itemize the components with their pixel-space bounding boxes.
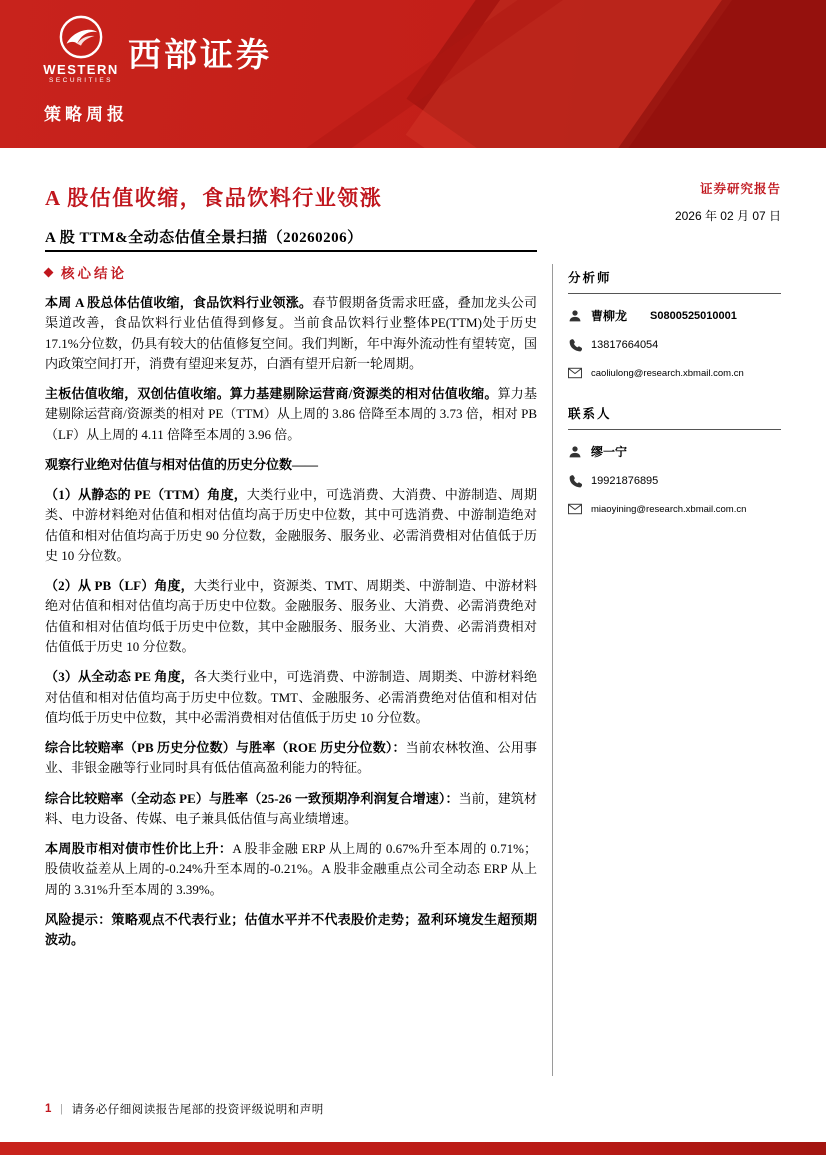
contact-name: 缪一宁 <box>591 445 628 459</box>
brand-name-cn: 西部证券 <box>128 38 272 74</box>
report-meta <box>675 179 781 224</box>
core-paragraph <box>45 738 537 779</box>
bottom-red-strip <box>0 1142 826 1155</box>
analyst-phone-row <box>568 338 781 352</box>
paragraph-text: 算力基建剔除运营商/资源类的相对 PE（TTM）从上周的 3.86 倍降至本周的 3.73 倍，相对 PB（LF）从上周的 4.11 倍降至本周的 3.96 倍。 <box>45 386 537 442</box>
person-icon <box>568 309 582 323</box>
paragraph-bold: （1）从静态的 PE（TTM）角度， <box>45 487 247 503</box>
paragraph-bold: 主板估值收缩，双创估值收缩。算力基建剔除运营商/资源类的相对估值收缩。 <box>45 386 498 402</box>
western-securities-emblem-icon <box>58 14 104 60</box>
core-conclusion-label: 核心结论 <box>61 266 127 281</box>
paragraph-bold: 本周股市相对债市性价比上升： <box>45 841 233 857</box>
column-divider <box>552 264 553 1076</box>
core-paragraph <box>45 485 537 566</box>
paragraph-bold: 本周 A 股总体估值收缩，食品饮料行业领涨。 <box>45 295 313 310</box>
core-paragraph <box>45 839 537 900</box>
contact-name-row <box>568 443 781 460</box>
paragraph-text: 当前农林牧渔、公用事业、非银金融等行业同时具有低估值高盈利能力的特征。 <box>45 740 537 776</box>
sidebar <box>568 268 781 530</box>
paragraph-bold: 综合比较赔率（全动态 PE）与胜率（25-26 一致预期净利润复合增速）： <box>45 790 459 806</box>
brand-logo <box>42 14 272 84</box>
footer-disclaimer: 请务必仔细阅读报告尾部的投资评级说明和声明 <box>71 1104 324 1116</box>
paragraph-text: 当前，建筑材料、电力设备、传媒、电子兼具低估值与高业绩增速。 <box>45 790 537 826</box>
paragraph-bold: （2）从 PB（LF）角度， <box>45 578 194 594</box>
analyst-name: 曹柳龙 <box>591 309 628 323</box>
paragraph-bold: （3）从全动态 PE 角度， <box>45 669 194 685</box>
contact-email-row <box>568 502 781 516</box>
paragraph-text: A 股非金融 ERP 从上周的 0.67%升至本周的 0.71%；股债收益差从上周的-0.24%升至本周的-0.21%。A 股非金融重点公司全动态 ERP 从上周的 3.31%升至本周的 3.39%。 <box>45 841 537 897</box>
email-icon <box>568 502 582 516</box>
paragraph-text: 各大类行业中，可选消费、中游制造、周期类、中游材料绝对估值和相对估值均高于历史中位数。TMT、金融服务、必需消费绝对估值和相对估值均低于历史中位数，其中必需消费相对估值低于历史 10 分位数。 <box>45 669 537 725</box>
core-paragraph <box>45 293 537 374</box>
analyst-name-row <box>568 307 781 324</box>
brand-name-en: WESTERN <box>43 62 119 77</box>
analyst-email-row <box>568 366 781 380</box>
core-paragraph <box>45 667 537 728</box>
report-date: 2026 年 02 月 07 日 <box>674 209 781 223</box>
core-paragraph <box>45 910 537 951</box>
header-banner <box>0 0 826 148</box>
phone-icon <box>568 474 582 488</box>
page-number: 1 <box>45 1103 52 1115</box>
main-column <box>45 262 537 960</box>
diamond-bullet-icon <box>44 267 54 277</box>
page-footer <box>45 1101 324 1117</box>
analyst-license-id: S0800525010001 <box>650 309 737 322</box>
subtitle-rule <box>45 250 537 252</box>
core-paragraph <box>45 384 537 445</box>
report-type-label: 策略周报 <box>44 105 128 124</box>
footer-separator: | <box>60 1103 63 1115</box>
paragraph-text: 大类行业中，可选消费、大消费、中游制造、周期类、中游材料绝对估值和相对估值均高于历史中位数，其中可选消费、中游制造绝对估值和相对估值均高于历史 90 分位数，金融服务、服务业、必需消费相对估值低于历史 10 分位数。 <box>45 487 537 563</box>
core-paragraph <box>45 789 537 830</box>
report-meta-label: 证券研究报告 <box>699 182 781 196</box>
core-paragraph <box>45 455 537 475</box>
core-paragraph <box>45 576 537 657</box>
paragraph-bold: 观察行业绝对估值与相对估值的历史分位数—— <box>45 456 319 472</box>
phone-icon <box>568 338 582 352</box>
report-subtitle: A 股 TTM&全动态估值全景扫描（20260206） <box>45 230 363 246</box>
paragraph-bold: 综合比较赔率（PB 历史分位数）与胜率（ROE 历史分位数）： <box>45 740 406 756</box>
paragraph-text: 大类行业中，资源类、TMT、周期类、中游制造、中游材料绝对估值和相对估值均高于历史中位数。金融服务、服务业、大消费、必需消费绝对估值和相对估值均低于历史中位数，其中金融服务、服务业、大消费、必需消费相对估值低于历史 10 分位数。 <box>45 578 537 654</box>
contact-section-heading: 联系人 <box>568 404 781 430</box>
email-icon <box>568 366 582 380</box>
analyst-email: caoliulong@research.xbmail.com.cn <box>591 367 744 379</box>
page-title: A 股估值收缩，食品饮料行业领涨 <box>45 186 383 210</box>
brand-name-en-sub: SECURITIES <box>48 77 113 84</box>
analyst-section-heading: 分析师 <box>568 268 781 294</box>
analyst-phone: 13817664054 <box>591 339 659 351</box>
person-icon <box>568 445 582 459</box>
contact-section <box>568 404 781 516</box>
paragraph-text: 春节假期备货需求旺盛，叠加龙头公司渠道改善，食品饮料行业估值得到修复。当前食品饮料行业整体PE(TTM)处于历史 17.1%分位数，仍具有较大的估值修复空间。我们判断，年中海外流动性有望转宽，国内政策空间打开，消费有望迎来复苏，白酒有望开启新一轮周期。 <box>45 295 537 371</box>
contact-email: miaoyining@research.xbmail.com.cn <box>591 503 747 515</box>
paragraph-bold: 风险提示：策略观点不代表行业；估值水平并不代表股价走势；盈利环境发生超预期波动。 <box>45 911 537 948</box>
contact-phone: 19921876895 <box>591 475 659 487</box>
core-conclusion-heading <box>45 262 537 282</box>
contact-phone-row <box>568 474 781 488</box>
